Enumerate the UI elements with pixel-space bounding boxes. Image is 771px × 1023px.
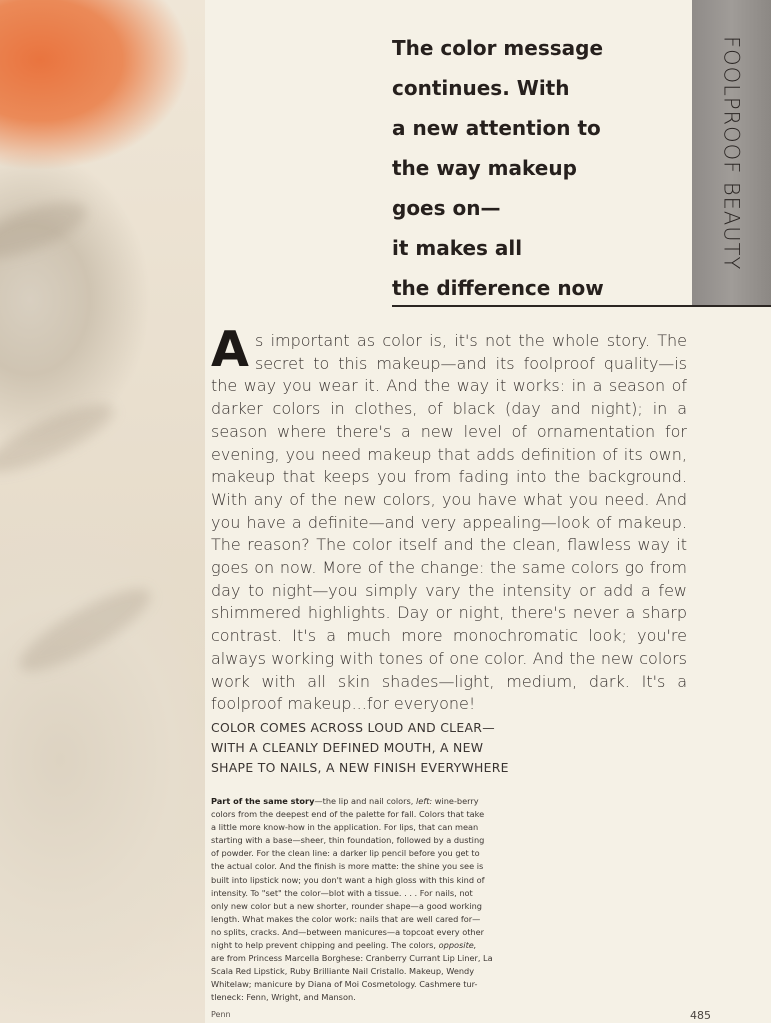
- caption-line: starting with a base—sheer, thin foundation, followed by a dusting: [211, 835, 485, 846]
- caption-italic: opposite,: [438, 940, 477, 951]
- caption-line: no splits, cracks. And—between manicures—a topcoat every other: [211, 926, 485, 937]
- page-number: 485: [690, 1009, 711, 1022]
- sweater-fold: [10, 575, 160, 685]
- caption-line: tleneck: Fenn, Wright, and Manson.: [211, 992, 356, 1003]
- subheading-line: WITH A CLEANLY DEFINED MOUTH, A NEW: [211, 740, 484, 755]
- headline-rule: [392, 305, 771, 307]
- caption-line: [211, 939, 531, 952]
- section-tab: [692, 0, 771, 306]
- caption-line: only new color but a new shorter, rounder shape—a good working: [211, 900, 482, 911]
- article-body-text: s important as color is, it's not the whole story. The secret to this makeup—and its foolproof quality—is the way you wear it. And the way it works: in a season of darker colors in clothes, of black (day and night); in a season where there's a new level of ornamentation for evening, you need makeup that adds definition of its own, makeup that keeps you from fading into the background. With any of the new colors, you have what you need. And you have a definite—and very appealing—look of makeup. The reason? The color itself and the clean, flawless way it goes on now. More of the change: the same colors go from day to night—you simply vary the intensity or add a few shimmered highlights. Day or night, there's never a sharp contrast. It's a much more monochromatic look; you're always working with tones of one color. And the new colors work with all skin shades—light, medium, dark. It's a foolproof makeup...for everyone!: [211, 331, 687, 714]
- headline: [392, 28, 682, 308]
- sweater-fold: [0, 392, 121, 484]
- caption: [211, 795, 531, 1005]
- headline-line: a new attention to: [392, 116, 601, 140]
- caption-line: Scala Red Lipstick, Ruby Brilliante Nail Cristallo. Makeup, Wendy: [211, 966, 475, 977]
- photo-credit: Penn: [211, 1010, 231, 1019]
- caption-line: are from Princess Marcella Borghese: Cranberry Currant Lip Liner, La: [211, 953, 493, 964]
- caption-line: of powder. For the clean line: a darker lip pencil before you get to: [211, 848, 480, 859]
- caption-line: built into lipstick now; you don't want a high gloss with this kind of: [211, 874, 485, 885]
- headline-line: continues. With: [392, 76, 570, 100]
- caption-line: intensity. To "set" the color—blot with a tissue. . . . For nails, not: [211, 887, 473, 898]
- caption-line: a little more know-how in the application. For lips, that can mean: [211, 822, 479, 833]
- headline-line: the difference now: [392, 276, 604, 300]
- caption-line: [211, 795, 531, 808]
- caption-lead: Part of the same story: [211, 796, 315, 806]
- sweater-fold: [0, 191, 93, 270]
- subheading: [211, 718, 541, 778]
- headline-line: the way makeup: [392, 156, 577, 180]
- caption-line: the actual color. And the finish is more matte: the shine you see is: [211, 861, 484, 872]
- subheading-line: SHAPE TO NAILS, A NEW FINISH EVERYWHERE: [211, 760, 509, 775]
- headline-line: The color message: [392, 36, 604, 60]
- caption-text: —the lip and nail colors,: [314, 796, 416, 806]
- subheading-line: COLOR COMES ACROSS LOUD AND CLEAR—: [211, 720, 495, 735]
- caption-line: length. What makes the color work: nails that are well cared for—: [211, 913, 481, 924]
- caption-text: night to help prevent chipping and peeling. The colors,: [211, 940, 439, 951]
- caption-italic: left:: [416, 796, 433, 806]
- sweater-photo: [0, 0, 205, 1023]
- caption-text: wine-berry: [432, 796, 479, 806]
- headline-line: goes on—: [392, 196, 501, 220]
- section-tab-label: FOOLPROOF BEAUTY: [719, 35, 744, 271]
- caption-line: Whitelaw; manicure by Diana of Moi Cosmetology. Cashmere tur-: [211, 979, 478, 990]
- drop-cap: A: [211, 321, 249, 378]
- caption-line: colors from the deepest end of the palette for fall. Colors that take: [211, 809, 485, 820]
- article-body: [211, 321, 687, 716]
- headline-line: it makes all: [392, 236, 523, 260]
